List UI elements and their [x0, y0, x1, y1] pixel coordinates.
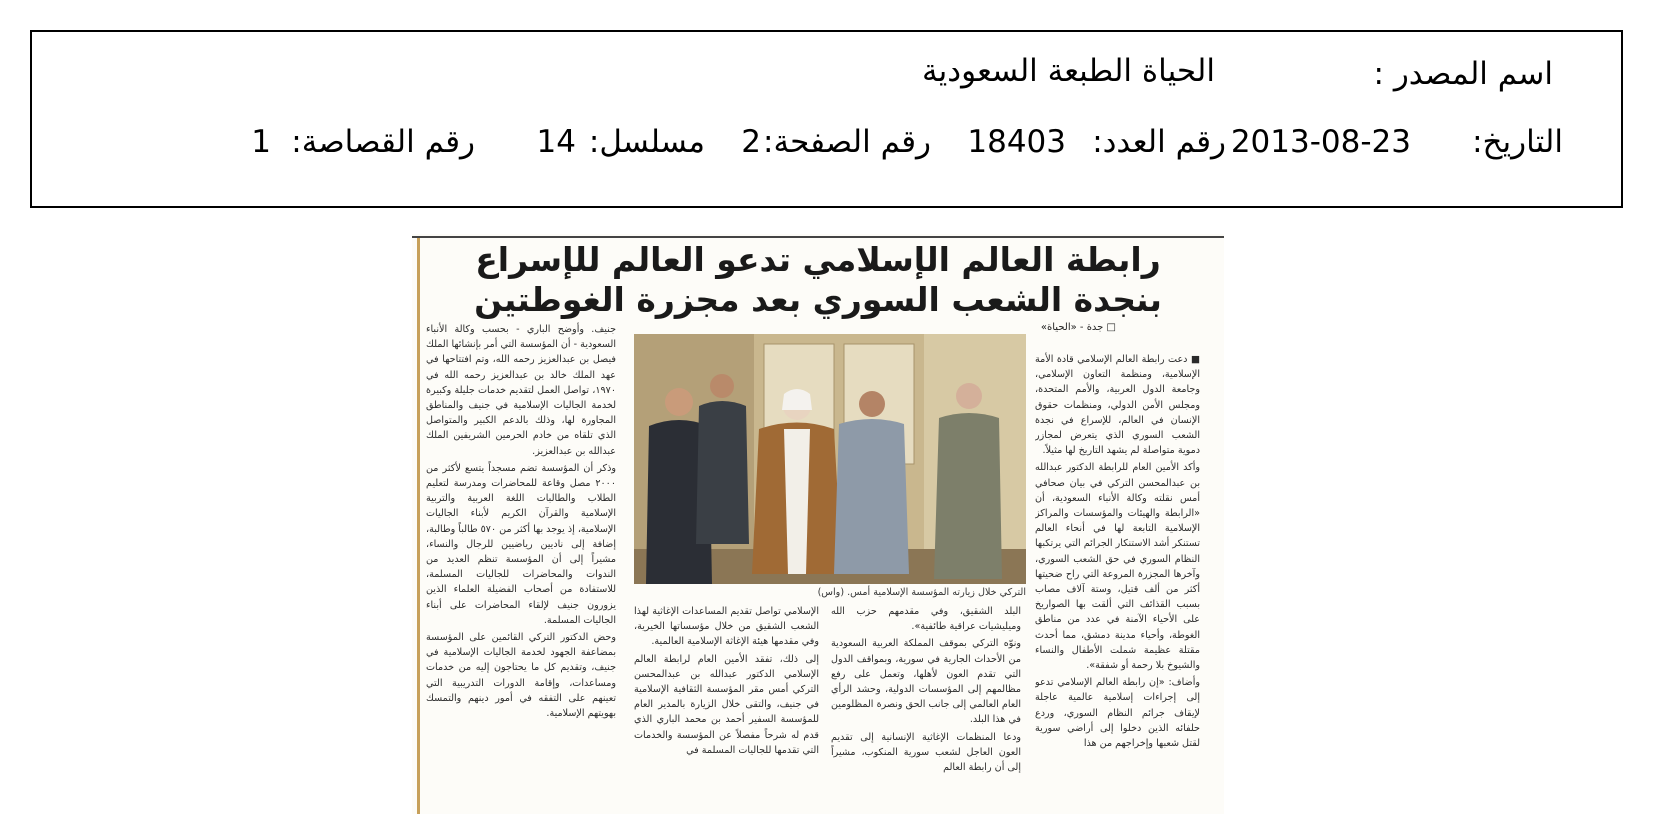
article-photo — [634, 334, 1026, 584]
paragraph: وأضاف: «إن رابطة العالم الإسلامي تدعو إلى إجراءات إسلامية عالمية عاجلة لإيقاف جرائم النظام السوري، وردع حلفائه الذين دخلوا إلى أراضي سورية لقتل شعبها وإخراجهم من هذا — [1035, 677, 1200, 750]
paragraph: وذكر أن المؤسسة تضم مسجداً يتسع لأكثر من ٢٠٠٠ مصل وقاعة للمحاضرات ومدرسة لتعليم الطلاب والطالبات اللغة العربية والتربية الإسلامية والقرآن الكريم لأبناء الجاليات الإسلامية، إذ يوجد بها أكثر من ٥٧٠ طالباً وطالبة، إضافة إلى ناديين رياضيين للرجال والنساء، مشيراً إلى أن المؤسسة تنظم العديد من الندوات والمحاضرات للجاليات المسلمة، للاستفادة من أصحاب الفضيلة العلماء الذين يزورون جنيف لإلقاء المحاضرات على أبناء الجاليات المسلمة. — [426, 462, 616, 626]
paragraph: إلى ذلك، تفقد الأمين العام لرابطة العالم الإسلامي الدكتور عبدالله بن عبدالمحسن التركي أمس مقر المؤسسة الثقافية الإسلامية في جنيف، والتقى خلال الزيارة بالمدير العام للمؤسسة السفير أحمد بن محمد الباري الذي قدم له شرحاً مفصلاً عن المؤسسة والخدمات التي تقدمها للجاليات المسلمة في — [634, 653, 819, 756]
article-column-left — [426, 322, 616, 814]
source-info-box — [30, 30, 1623, 208]
side-rule — [417, 238, 420, 814]
paragraph: الإسلامي تواصل تقديم المساعدات الإغاثية لهذا الشعب الشقيق من خلال مؤسساتها الخيرية، وفي مقدمها هيئة الإغاثة الإسلامية العالمية. — [634, 606, 819, 648]
serial-label: مسلسل: — [588, 124, 705, 160]
issue-value: 18403 — [967, 124, 1066, 160]
source-value: الحياة الطبعة السعودية — [922, 53, 1215, 89]
paragraph: وأكد الأمين العام للرابطة الدكتور عبدالله بن عبدالمحسن التركي في بيان صحافي أمس نقلته وكالة الأنباء السعودية، أن «الرابطة والهيئات والمؤسسات والمراكز الإسلامية التابعة لها في أنحاء العالم تستنكر أشد الاستنكار الجرائم التي يرتكبها النظام السوري في حق الشعب السوري، وآخرها المجزرة المروعة التي راح ضحيتها أكثر من ألف قتيل، وستة آلاف مصاب بسبب القذائف التي ألقت بها الصواريخ على الأحياء الآمنة في عدد من مناطق الغوطة، وأحياء مدينة دمشق، مما أحدث مقتلة عظيمة شملت الأطفال والنساء والشيوخ بلا رحمة أو شفقة». — [1035, 462, 1200, 672]
page-value: 2 — [741, 124, 761, 160]
headline-line2: بنجدة الشعب السوري بعد مجزرة الغوطتين — [474, 280, 1162, 319]
newspaper-clipping — [412, 234, 1224, 814]
clip-label: رقم القصاصة: — [291, 124, 475, 160]
date-value: 2013-08-23 — [1230, 124, 1411, 160]
top-rule — [412, 236, 1224, 238]
paragraph: البلد الشقيق، وفي مقدمهم حزب الله وميليشيات عراقية طائفية». — [831, 606, 1021, 633]
serial-value: 14 — [536, 124, 576, 160]
byline: □ جدة - «الحياة» — [1040, 322, 1116, 333]
issue-label: رقم العدد: — [1092, 124, 1226, 160]
source-label: اسم المصدر : — [1373, 56, 1553, 92]
article-column-center-right — [831, 604, 1021, 814]
article-column-center-left — [634, 604, 819, 814]
paragraph: جنيف. وأوضح الباري - بحسب وكالة الأنباء السعودية - أن المؤسسة التي أمر بإنشائها الملك فيصل بن عبدالعزيز رحمه الله، وتم افتتاحها في عهد الملك خالد بن عبدالعزيز رحمه الله في ١٩٧٠، تواصل العمل لتقديم خدمات جليلة وكبيرة لخدمة الجاليات الإسلامية في جنيف والمناطق المجاورة لها، وذلك بالدعم الكبير والمتواصل الذي تلقاه من خادم الحرمين الشريفين الملك عبدالله بن عبدالعزيز. — [426, 324, 616, 457]
paragraph: ■ دعت رابطة العالم الإسلامي قادة الأمة الإسلامية، ومنظمة التعاون الإسلامي، وجامعة الدول العربية، والأمم المتحدة، ومجلس الأمن الدولي، ومنظمات حقوق الإنسان في العالم، للإسراع في نجدة الشعب السوري الذي يتعرض لمجازر دموية متواصلة لم يشهد التاريخ لها مثيلاً. — [1035, 354, 1200, 457]
paragraph: ودعا المنظمات الإغاثية الإنسانية إلى تقديم العون العاجل لشعب سورية المنكوب، مشيراً إلى أن رابطة العالم — [831, 731, 1021, 774]
headline-line1: رابطة العالم الإسلامي تدعو العالم للإسراع — [475, 240, 1161, 279]
clip-value: 1 — [251, 124, 271, 160]
paragraph: ونوّه التركي بموقف المملكة العربية السعودية من الأحداث الجارية في سورية، وبمواقف الدول التي تقدم العون لأهلها، وتعمل على رفع مظالمهم إلى المؤسسات الدولية، وحشد الرأي العام العالمي إلى جانب الحق ونصرة المظلومين في هذا البلد. — [831, 638, 1021, 726]
date-label: التاريخ: — [1472, 124, 1563, 160]
page-label: رقم الصفحة: — [763, 124, 931, 160]
article-column-right — [1035, 352, 1200, 814]
paragraph: وحض الدكتور التركي القائمين على المؤسسة بمضاعفة الجهود لخدمة الجاليات الإسلامية في جنيف، وتقديم كل ما يحتاجون إليه من خدمات ومساعدات، وإقامة الدورات التدريبية التي تعينهم على التفقه في أمور دينهم والتمسك بهويتهم الإسلامية. — [426, 632, 616, 720]
photo-caption: التركي خلال زيارته المؤسسة الإسلامية أمس. (واس) — [817, 587, 1026, 598]
